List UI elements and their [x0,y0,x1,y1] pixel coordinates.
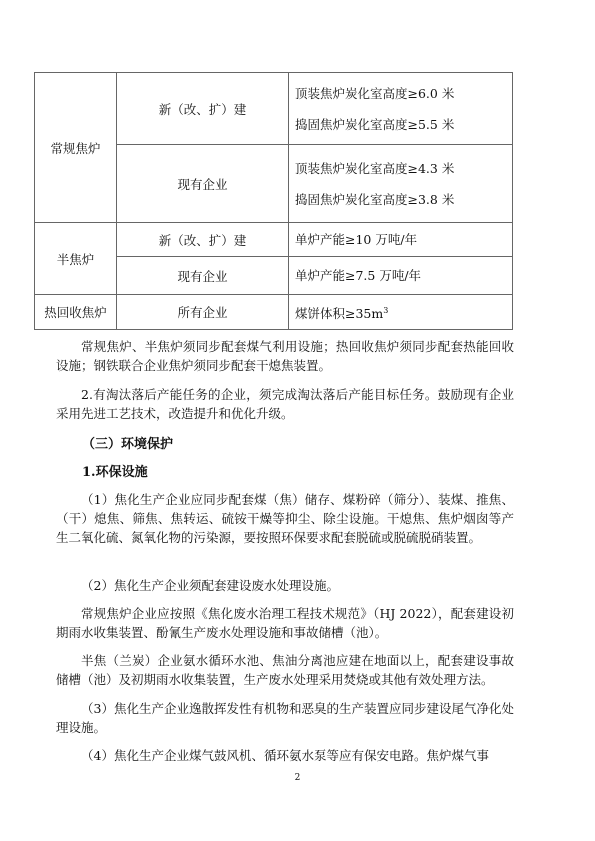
requirement-line: 煤饼体积≥35m [295,306,384,322]
requirement-cell [289,73,513,145]
type-cell: 现有企业 [117,257,289,295]
paragraph-wastewater: （2）焦化生产企业须配套建设废水处理设施。 [81,578,339,593]
type-cell: 新（改、扩）建 [117,223,289,257]
type-cell: 现有企业 [117,145,289,223]
table-row [35,295,513,330]
category-cell: 常规焦炉 [35,73,117,223]
subsection-heading-facilities: 1.环保设施 [82,465,148,480]
requirement-line: 单炉产能≥7.5 万吨/年 [295,268,422,283]
paragraph-dust-control: （1）焦化生产企业应同步配套煤（焦）储存、煤粉碎（筛分）、装煤、推焦、（干）熄焦、筛焦、焦转运、硫铵干燥等抑尘、除尘设施。干熄焦、焦炉烟囱等产生二氧化硫、氮氧化物的污染源，要按照环保要求配套脱硫或脱硫脱硝装置。 [56,492,514,545]
coke-oven-spec-table [34,72,513,330]
requirement-line: 捣固焦炉炭化室高度≥5.5 米 [295,116,455,132]
page-number: 2 [294,773,301,783]
superscript: 3 [383,305,389,315]
paragraph-eliminate-capacity: 2.有淘汰落后产能任务的企业，须完成淘汰落后产能目标任务。鼓励现有企业采用先进工艺技术，改造提升和优化升级。 [56,387,514,421]
requirement-line: 顶装焦炉炭化室高度≥6.0 米 [295,85,455,101]
paragraph-vocs: （3）焦化生产企业逸散挥发性有机物和恶臭的生产装置应同步建设尾气净化处理设施。 [56,701,514,735]
requirement-line: 捣固焦炉炭化室高度≥3.8 米 [295,191,455,207]
section-heading-environment: （三）环境保护 [82,437,174,452]
requirement-cell [289,223,513,257]
type-cell: 所有企业 [117,295,289,330]
type-cell: 新（改、扩）建 [117,73,289,145]
category-cell: 半焦炉 [35,223,117,295]
paragraph-conventional-oven: 常规焦炉企业应按照《焦化废水治理工程技术规范》（HJ 2022），配套建设初期雨水收集装置、酚氰生产废水处理设施和事故储槽（池）。 [56,606,514,640]
paragraph-gas-utilization: 常规焦炉、半焦炉须同步配套煤气利用设施；热回收焦炉须同步配套热能回收设施；钢铁联合企业焦炉须同步配套干熄焦装置。 [56,339,514,373]
table-row [35,223,513,257]
requirement-line: 顶装焦炉炭化室高度≥4.3 米 [295,160,455,176]
paragraph-power-circuit: （4）焦化生产企业煤气鼓风机、循环氨水泵等应有保安电路。焦炉煤气事 [81,748,489,763]
requirement-line: 单炉产能≥10 万吨/年 [295,232,418,247]
requirement-cell [289,145,513,223]
table-row [35,73,513,145]
requirement-cell [289,295,513,330]
requirement-cell [289,257,513,295]
paragraph-semi-coke: 半焦（兰炭）企业氨水循环水池、焦油分离池应建在地面以上，配套建设事故储槽（池）及初期雨水收集装置，生产废水处理采用焚烧或其他有效处理方法。 [56,653,514,687]
category-cell: 热回收焦炉 [35,295,117,330]
